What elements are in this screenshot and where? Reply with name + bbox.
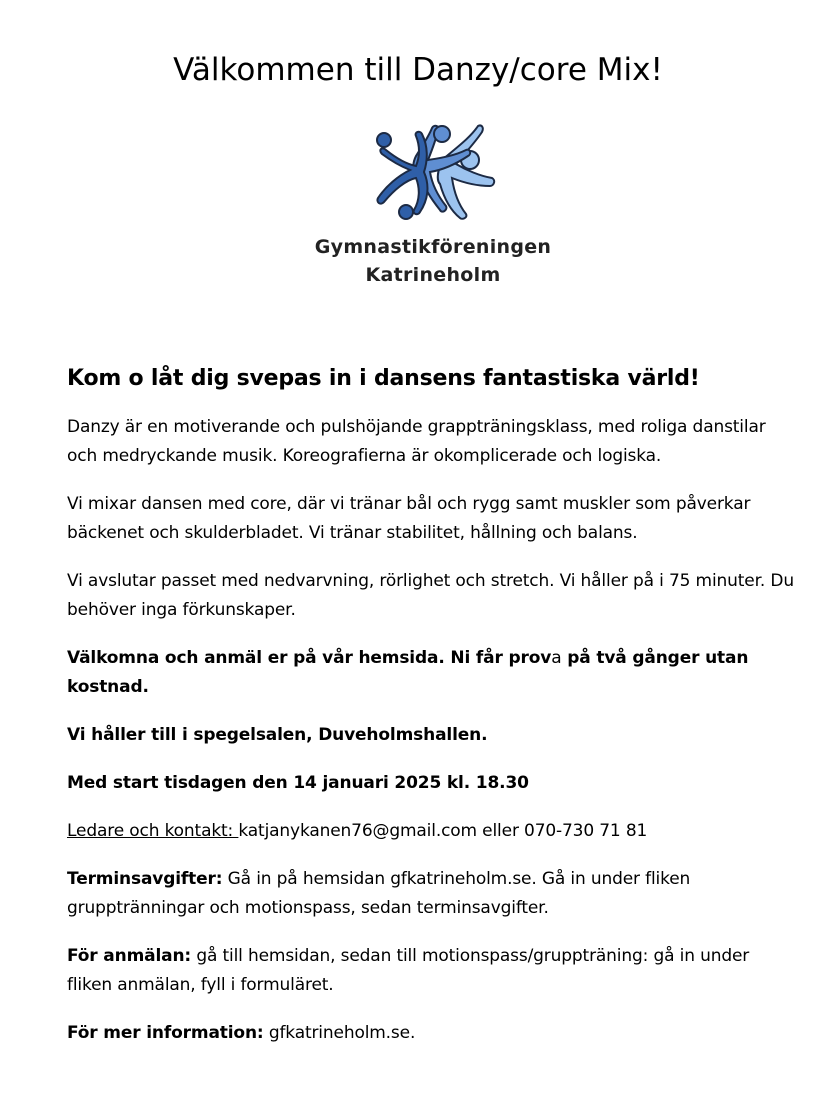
end-paragraph: Vi avslutar passet med nedvarvning, rörlighet och stretch. Vi håller på i 75 minuter. Du behöver inga förkunskaper. (67, 571, 794, 620)
start-paragraph: Med start tisdagen den 14 januari 2025 kl. 18.30 (67, 773, 529, 793)
info-text: gfkatrineholm.se. (263, 1023, 416, 1043)
contact-label: Ledare och kontakt: (67, 821, 239, 841)
core-paragraph: Vi mixar dansen med core, där vi tränar bål och rygg samt muskler som påverkar bäckenet och skulderbladet. Vi tränar stabilitet, hållning och balans. (67, 494, 751, 543)
page-title: Välkommen till Danzy/core Mix! (173, 52, 663, 88)
org-name-line2: Katrineholm (365, 264, 501, 286)
intro-paragraph: Danzy är en motiverande och pulshöjande grappträningsklass, med roliga danstilar och medryckande musik. Koreografierna är okomplicerade och logiska. (67, 417, 766, 466)
signup-paragraph (67, 942, 797, 1000)
document-body (67, 366, 797, 1067)
section-heading: Kom o låt dig svepas in i dansens fantastiska värld! (67, 366, 700, 391)
contact-paragraph (67, 817, 797, 846)
info-label: För mer information: (67, 1023, 264, 1043)
contact-text: katjanykanen76@gmail.com eller 070-730 71 81 (238, 821, 648, 841)
fees-label: Terminsavgifter: (67, 869, 223, 889)
fees-text: Gå in på hemsidan gfkatrineholm.se. Gå in under fliken grupptränningar och motionspass, sedan terminsavgifter. (67, 869, 691, 918)
dancing-figures-logo-icon (366, 120, 498, 222)
fees-paragraph (67, 865, 797, 923)
signup-label: För anmälan: (67, 946, 192, 966)
org-name-line1: Gymnastikföreningen (314, 236, 552, 258)
welcome-paragraph (67, 644, 797, 702)
welcome-part2: a (551, 648, 562, 668)
location-paragraph: Vi håller till i spegelsalen, Duveholmshallen. (67, 725, 488, 745)
welcome-part3: på två gånger utan kostnad. (67, 648, 749, 697)
signup-text: gå till hemsidan, sedan till motionspass/gruppträning: gå in under fliken anmälan, fyll i formuläret. (67, 946, 750, 995)
welcome-part1: Välkomna och anmäl er på vår hemsida. Ni får prov (67, 648, 552, 668)
info-paragraph (67, 1019, 797, 1048)
